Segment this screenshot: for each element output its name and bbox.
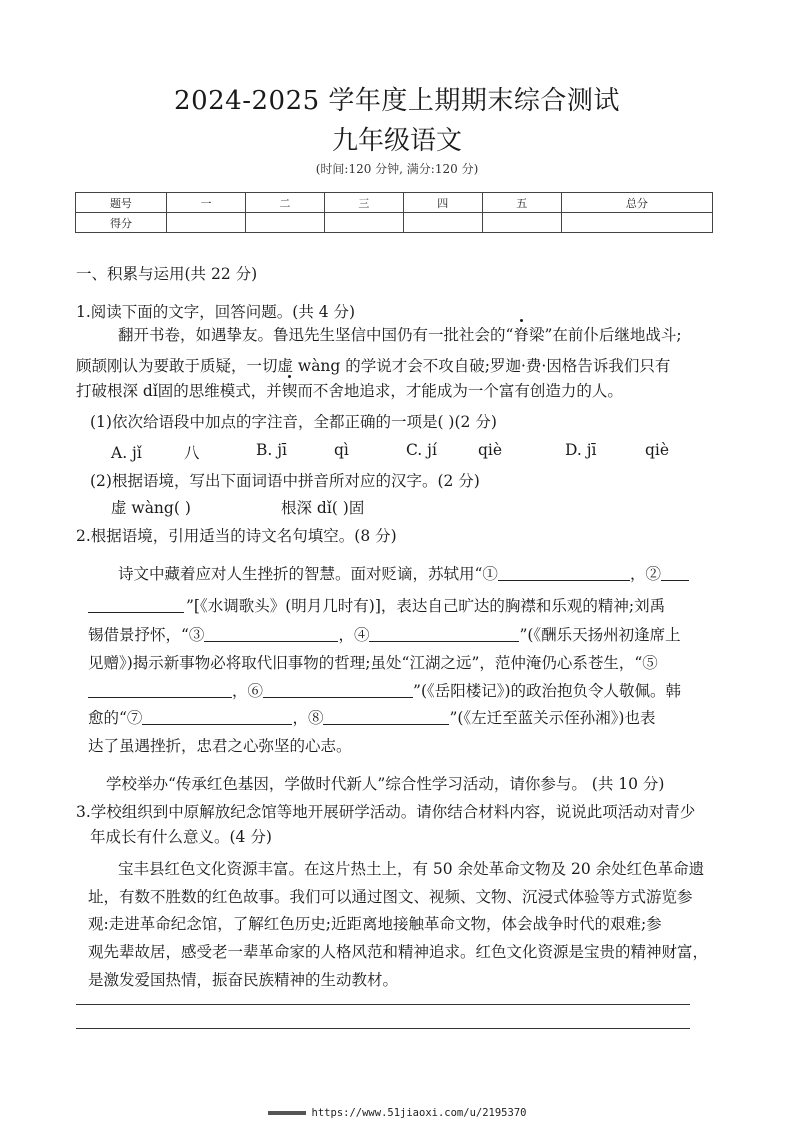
answer-line-2[interactable] bbox=[76, 1028, 690, 1029]
score-input-cell[interactable] bbox=[245, 213, 324, 233]
q2-text: ，④ bbox=[338, 626, 370, 644]
q3-material-line5: 是激发爱国热情，振奋民族精神的生动教材。 bbox=[88, 971, 399, 989]
score-table-cell: 总分 bbox=[561, 193, 712, 213]
answer-blank-1[interactable] bbox=[498, 563, 630, 581]
score-input-cell[interactable] bbox=[482, 213, 561, 233]
q1-text: 而不舍地追求，才能成为一个富有创造力的人。 bbox=[297, 382, 623, 400]
q1-passage-line3 bbox=[76, 379, 623, 401]
answer-blank-7[interactable] bbox=[142, 707, 292, 725]
q2-line3 bbox=[88, 623, 681, 645]
score-table bbox=[75, 192, 713, 233]
q2-text: 愈的“⑦ bbox=[88, 709, 143, 727]
exam-subject: 九年级语文 bbox=[331, 126, 462, 156]
footer-url[interactable] bbox=[0, 1107, 794, 1119]
score-table-score-row bbox=[76, 213, 713, 233]
section-heading: 一、积累与运用(共 22 分) bbox=[76, 265, 258, 283]
q3-material-line3: 观:走进革命纪念馆，了解红色历史;近距离地接触革命文物，体会战争时代的艰难;参 bbox=[88, 915, 662, 933]
q1-sub1: (1)依次给语段中加点的字注音，全都正确的一项是( )(2 分) bbox=[90, 413, 497, 431]
q2-line5 bbox=[88, 679, 681, 701]
dotted-char: 脊 bbox=[513, 323, 529, 345]
answer-line-1[interactable] bbox=[76, 1004, 690, 1005]
dotted-char: 锲 bbox=[282, 379, 298, 401]
q3-material-line4: 观先辈故居，感受老一辈革命家的人格风范和精神追求。红色文化资源是宝贵的精神财富， bbox=[88, 943, 709, 961]
q1-text: 翻开书卷，如遇挚友。鲁迅先生坚信中国仍有一批社会的“ bbox=[118, 326, 514, 344]
answer-blank-5[interactable] bbox=[88, 680, 232, 698]
score-table-cell: 题号 bbox=[76, 193, 167, 213]
fill-blank-2[interactable]: 根深 dǐ( )固 bbox=[281, 499, 365, 517]
answer-blank-6[interactable] bbox=[263, 680, 413, 698]
q2-text: ”(《岳阳楼记》)的政治抱负令人敬佩。韩 bbox=[413, 682, 682, 700]
answer-blank-4[interactable] bbox=[369, 624, 519, 642]
q1-passage-line2: 顾颉刚认为要敢于质疑，一切虚 wàng 的学说才会不攻自破;罗迦·费·因格告诉我们只有 bbox=[76, 357, 671, 375]
footer-url-text: https://www.51jiaoxi.com/u/2195370 bbox=[311, 1107, 527, 1119]
option-d[interactable] bbox=[565, 441, 669, 459]
q2-text: ”(《酬乐天扬州初逢席上 bbox=[519, 626, 681, 644]
q2-text: ”(《左迁至蓝关示侄孙湘》)也表 bbox=[449, 709, 656, 727]
score-table-cell: 一 bbox=[167, 193, 246, 213]
exam-title: 2024-2025 学年度上期期末综合测试 bbox=[174, 86, 620, 116]
option-d-pinyin: qiè bbox=[645, 441, 670, 459]
q2-line1 bbox=[118, 562, 689, 584]
q3-stem-line1: 3.学校组织到中原解放纪念馆等地开展研学活动。请你结合材料内容，说说此项活动对青少 bbox=[76, 803, 696, 821]
option-c-label: C. jí bbox=[406, 441, 437, 459]
score-table-cell: 三 bbox=[324, 193, 403, 213]
q2-line2 bbox=[88, 594, 665, 616]
answer-blank-8[interactable] bbox=[323, 707, 449, 725]
footer-logo-mark bbox=[268, 1111, 306, 1115]
exam-info: (时间:120 分钟, 满分:120 分) bbox=[315, 162, 479, 176]
option-a-pinyin: 八 bbox=[184, 444, 200, 462]
q1-text: 梁”在前仆后继地战斗; bbox=[528, 326, 682, 344]
q2-text: ”[《水调歌头》(明月几时有)]，表达自己旷达的胸襟和乐观的精神;刘禹 bbox=[186, 597, 666, 615]
option-c-pinyin: qiè bbox=[478, 441, 503, 459]
q2-line6 bbox=[88, 706, 655, 728]
activity-intro: 学校举办“传承红色基因，学做时代新人”综合性学习活动，请你参与。 (共 10 分) bbox=[106, 775, 665, 793]
q2-line7: 达了虽遇挫折，忠君之心弥坚的心志。 bbox=[88, 737, 352, 755]
option-d-label: D. jī bbox=[565, 441, 597, 459]
q1-sub2: (2)根据语境，写出下面词语中拼音所对应的汉字。(2 分) bbox=[90, 472, 480, 490]
score-table-cell: 四 bbox=[403, 193, 482, 213]
q2-line4: 见赠》)揭示新事物必将取代旧事物的哲理;虽处“江湖之远”，范仲淹仍心系苍生，“⑤ bbox=[88, 654, 658, 672]
q3-material-line1: 宝丰县红色文化资源丰富。在这片热土上，有 50 余处革命文物及 20 余处红色革命遗 bbox=[118, 860, 705, 878]
q3-material-line2: 址，有数不胜数的红色故事。我们可以通过图文、视频、文物、沉浸式体验等方式游览参 bbox=[88, 888, 693, 906]
option-c[interactable] bbox=[406, 441, 502, 459]
q2-text: 锡借景抒怀，“③ bbox=[88, 626, 205, 644]
answer-blank-2-cont[interactable] bbox=[88, 595, 184, 613]
score-table-cell: 五 bbox=[482, 193, 561, 213]
option-b[interactable] bbox=[256, 441, 349, 459]
score-input-cell[interactable] bbox=[324, 213, 403, 233]
q1-text: 打破根深 dǐ固的思维模式，并 bbox=[76, 382, 282, 400]
q2-text: ，② bbox=[629, 565, 661, 583]
option-b-label: B. jī bbox=[256, 441, 288, 459]
score-input-cell[interactable] bbox=[561, 213, 712, 233]
q1-stem: 1.阅读下面的文字，回答问题。(共 4 分) bbox=[76, 303, 356, 321]
score-input-cell[interactable] bbox=[403, 213, 482, 233]
q1-passage-line1 bbox=[118, 323, 682, 345]
option-a[interactable] bbox=[111, 441, 200, 463]
answer-blank-3[interactable] bbox=[204, 624, 338, 642]
score-table-cell: 二 bbox=[245, 193, 324, 213]
q3-stem-line2: 年成长有什么意义。(4 分) bbox=[90, 828, 272, 846]
fill-blank-1[interactable]: 虚 wàng( ) bbox=[111, 499, 191, 517]
q2-stem: 2.根据语境，引用适当的诗文名句填空。(8 分) bbox=[76, 527, 397, 545]
score-table-cell: 得分 bbox=[76, 213, 167, 233]
option-b-pinyin: qì bbox=[334, 441, 349, 459]
q2-text: 诗文中藏着应对人生挫折的智慧。面对贬谪，苏轼用“① bbox=[118, 565, 498, 583]
q2-text: ，⑧ bbox=[292, 709, 324, 727]
score-table-header-row bbox=[76, 193, 713, 213]
q2-text: ，⑥ bbox=[232, 682, 264, 700]
option-a-label: A. jǐ bbox=[111, 444, 142, 462]
answer-blank-2[interactable] bbox=[661, 563, 689, 581]
score-input-cell[interactable] bbox=[167, 213, 246, 233]
